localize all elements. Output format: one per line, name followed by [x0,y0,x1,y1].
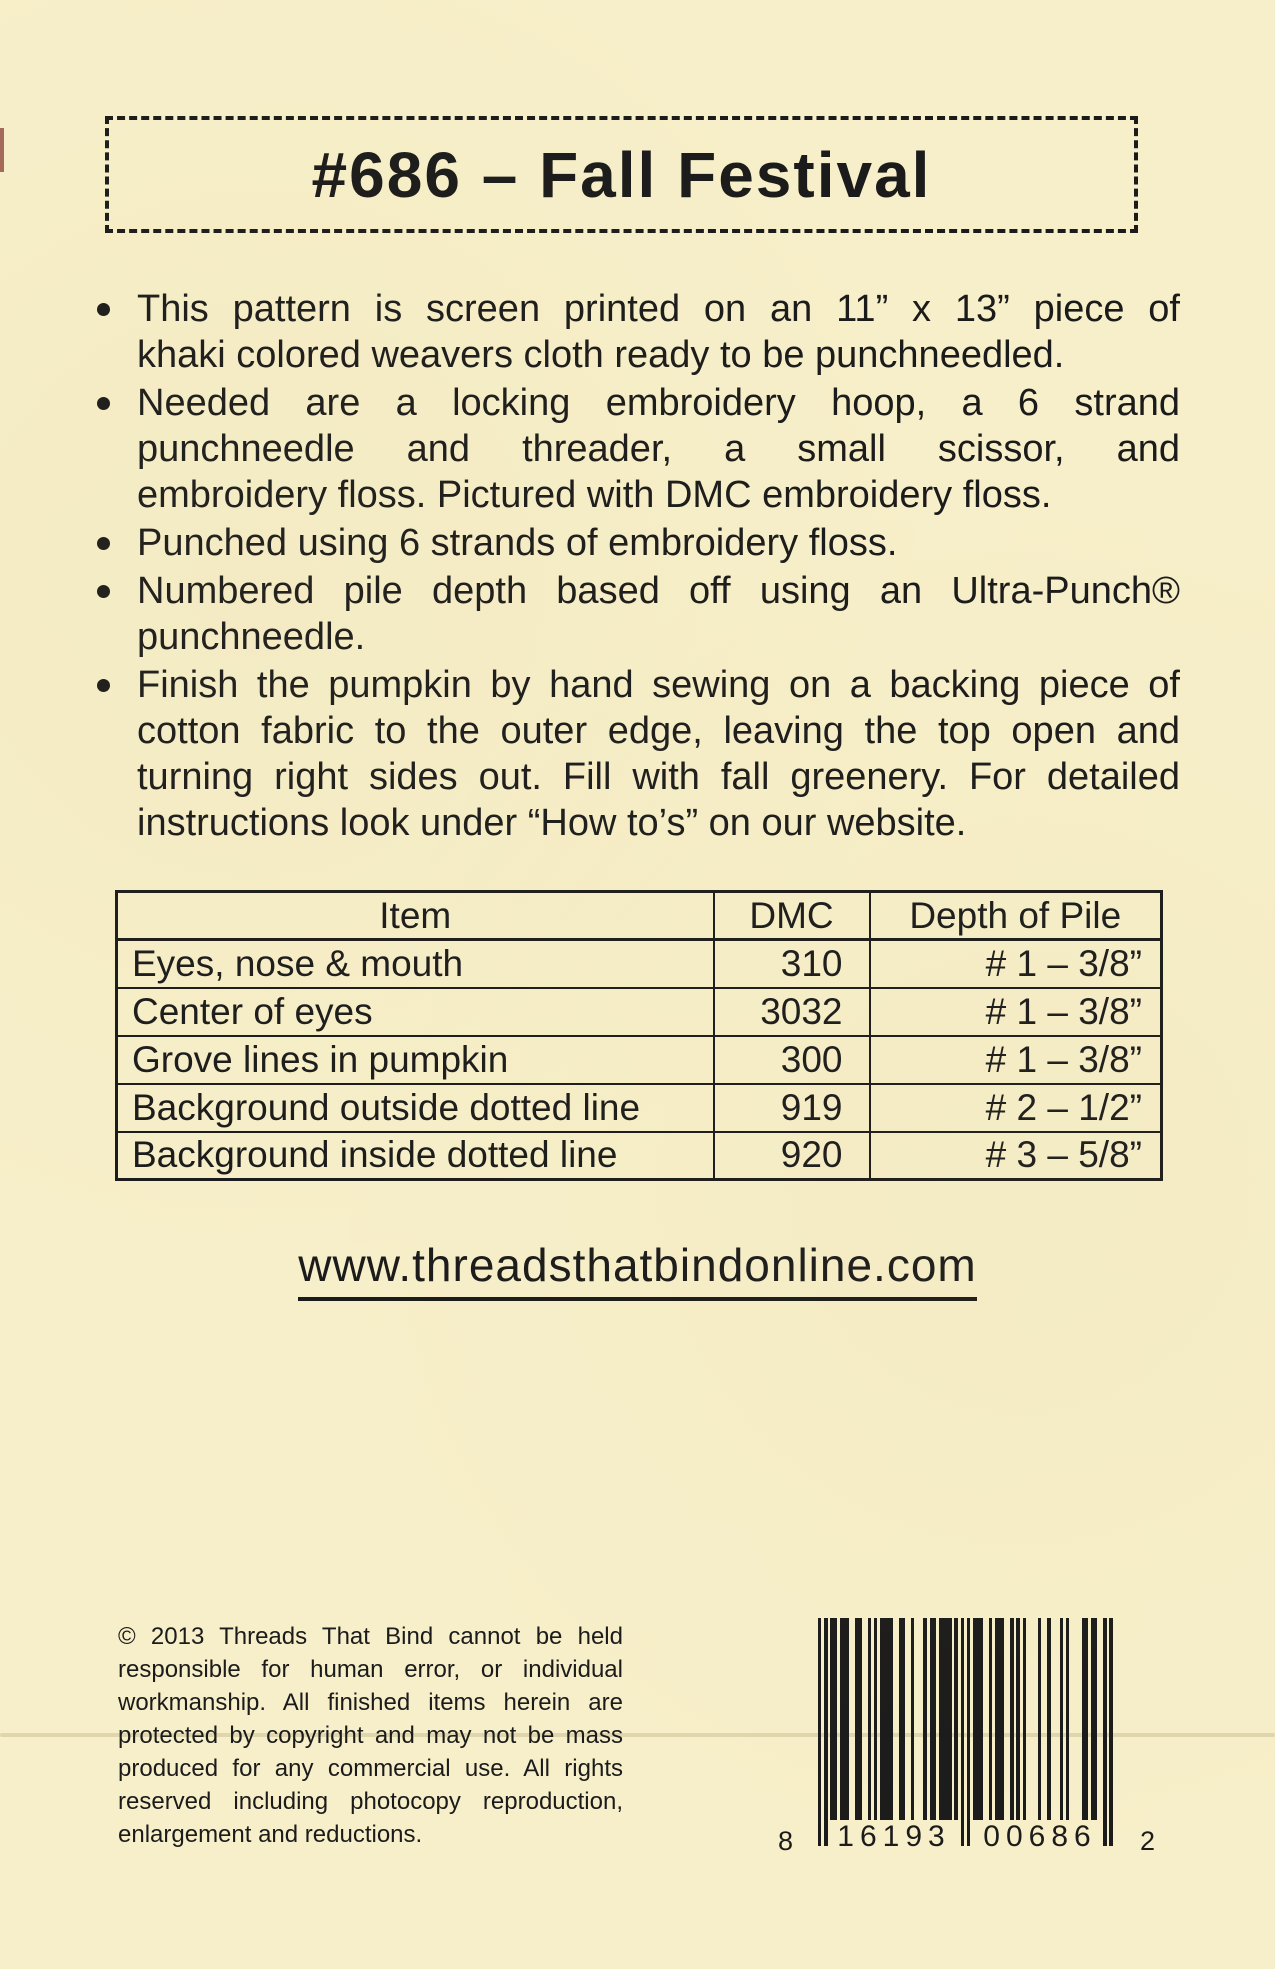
bullet-line: Punched using 6 strands of embroidery floss. [137,522,898,564]
bullet-dot-icon [97,303,110,316]
bullet-line: turning right sides out. Fill with fall greenery. For detailed [137,756,1180,798]
table-row [117,988,1162,1036]
copyright-text [118,1620,623,1851]
cell-item: Grove lines in pumpkin [117,1036,714,1084]
bullet-item [95,380,1180,518]
bullet-line: cotton fabric to the outer edge, leaving the top open and [137,710,1180,752]
pattern-title: #686 – Fall Festival [311,138,932,211]
cell-depth: # 1 – 3/8” [870,940,1162,988]
copyright-line: produced for any commercial use. All rights [118,1755,623,1782]
bullet-dot-icon [97,679,110,692]
table-row [117,1084,1162,1132]
bullet-line: punchneedle. [137,616,366,658]
scan-edge-artifact [0,128,4,172]
bullet-item [95,662,1180,846]
table-row [117,1132,1162,1180]
bullet-line: This pattern is screen printed on an 11” x 13” piece of [137,288,1180,330]
barcode-right-digits: 00686 [983,1820,1097,1853]
floss-table [115,890,1163,1181]
table-row [117,940,1162,988]
bullet-line: Finish the pumpkin by hand sewing on a backing piece of [137,664,1180,706]
copyright-line: © 2013 Threads That Bind cannot be held [118,1623,623,1650]
barcode-left-digits: 16193 [837,1820,951,1853]
cell-depth: # 1 – 3/8” [870,1036,1162,1084]
bullet-line: embroidery floss. Pictured with DMC embroidery floss. [137,474,1052,516]
barcode-suffix-digit: 2 [1140,1826,1156,1856]
cell-dmc: 920 [714,1132,870,1180]
cell-item: Background outside dotted line [117,1084,714,1132]
bullet-item [95,286,1180,378]
bullet-item [95,568,1180,660]
bullet-dot-icon [97,397,110,410]
barcode-prefix-digit: 8 [778,1826,794,1856]
upc-barcode [758,1618,1198,1870]
bullet-line: Numbered pile depth based off using an Ultra-Punch® [137,570,1180,612]
bullet-line: khaki colored weavers cloth ready to be punchneedled. [137,334,1065,376]
column-header-item: Item [117,892,714,940]
cell-dmc: 310 [714,940,870,988]
cell-dmc: 919 [714,1084,870,1132]
cell-depth: # 2 – 1/2” [870,1084,1162,1132]
copyright-line: enlargement and reductions. [118,1821,423,1848]
cell-dmc: 3032 [714,988,870,1036]
copyright-line: responsible for human error, or individual [118,1656,623,1683]
bullet-line: instructions look under “How to’s” on our website. [137,802,967,844]
bullet-list [95,286,1180,848]
copyright-line: protected by copyright and may not be mass [118,1722,623,1749]
bullet-dot-icon [97,585,110,598]
cell-depth: # 3 – 5/8” [870,1132,1162,1180]
bullet-item [95,520,1180,566]
cell-depth: # 1 – 3/8” [870,988,1162,1036]
table-row [117,1036,1162,1084]
cell-item: Center of eyes [117,988,714,1036]
cell-item: Eyes, nose & mouth [117,940,714,988]
copyright-line: reserved including photocopy reproduction, [118,1788,623,1815]
table-header-row [117,892,1162,940]
website-row [0,1238,1275,1301]
cell-dmc: 300 [714,1036,870,1084]
copyright-line: workmanship. All finished items herein are [118,1689,623,1716]
bullet-line: punchneedle and threader, a small scissor, and [137,428,1180,470]
column-header-depth: Depth of Pile [870,892,1162,940]
column-header-dmc: DMC [714,892,870,940]
cell-item: Background inside dotted line [117,1132,714,1180]
bullet-line: Needed are a locking embroidery hoop, a 6 strand [137,382,1180,424]
website-url: www.threadsthatbindonline.com [298,1238,976,1301]
bullet-dot-icon [97,537,110,550]
pattern-title-box [105,116,1138,233]
